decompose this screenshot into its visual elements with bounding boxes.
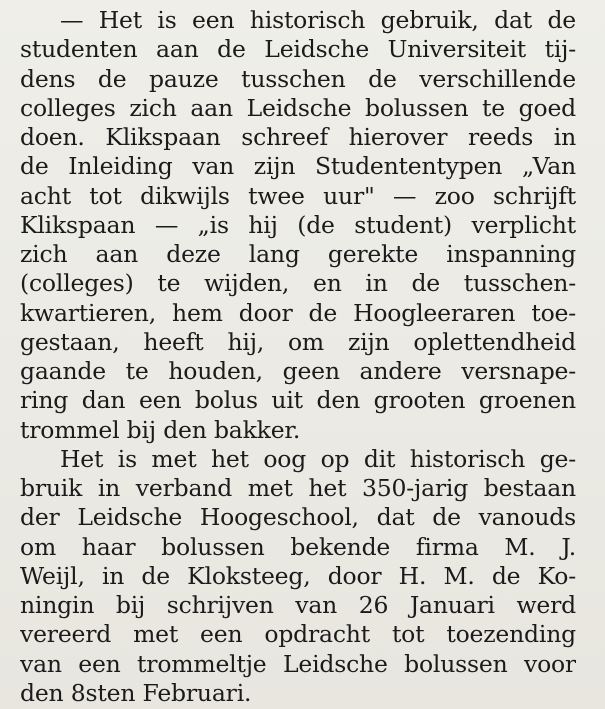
text-line: ring dan een bolus uit den grooten groenen — [20, 386, 576, 414]
text-line: om haar bolussen bekende firma M. J. — [20, 533, 576, 561]
text-line: studenten aan de Leidsche Universiteit tij- — [20, 35, 576, 63]
text-line: vereerd met een opdracht tot toezending — [20, 620, 576, 648]
text-line: den 8sten Februari. — [20, 679, 252, 707]
text-line: Het is met het oog op dit historisch ge- — [60, 445, 576, 473]
text-line: kwartieren, hem door de Hoogleeraren toe- — [20, 299, 576, 327]
text-line: Klikspaan — „is hij (de student) verplicht — [20, 211, 576, 239]
text-line: Weijl, in de Kloksteeg, door H. M. de Ko- — [20, 562, 576, 590]
text-line: gaande te houden, geen andere versnape- — [20, 357, 576, 385]
text-line: zich aan deze lang gerekte inspanning — [20, 240, 576, 268]
text-line: acht tot dikwijls twee uur" — zoo schrijft — [20, 182, 576, 210]
text-line: colleges zich aan Leidsche bolussen te goed — [20, 94, 576, 122]
text-line: gestaan, heeft hij, om zijn oplettendheid — [20, 328, 576, 356]
text-line: trommel bij den bakker. — [20, 416, 301, 444]
text-line: (colleges) te wijden, en in de tusschen- — [20, 269, 576, 297]
text-line: dens de pauze tusschen de verschillende — [20, 65, 576, 93]
text-line: — Het is een historisch gebruik, dat de — [60, 6, 576, 34]
text-line: der Leidsche Hoogeschool, dat de vanouds — [20, 503, 576, 531]
text-line: van een trommeltje Leidsche bolussen voor — [20, 650, 576, 678]
text-line: doen. Klikspaan schreef hierover reeds in — [20, 123, 576, 151]
text-line: ningin bij schrijven van 26 Januari werd — [20, 591, 576, 619]
text-line: bruik in verband met het 350-jarig bestaan — [20, 474, 576, 502]
text-line: de Inleiding van zijn Studententypen „Van — [20, 152, 576, 180]
